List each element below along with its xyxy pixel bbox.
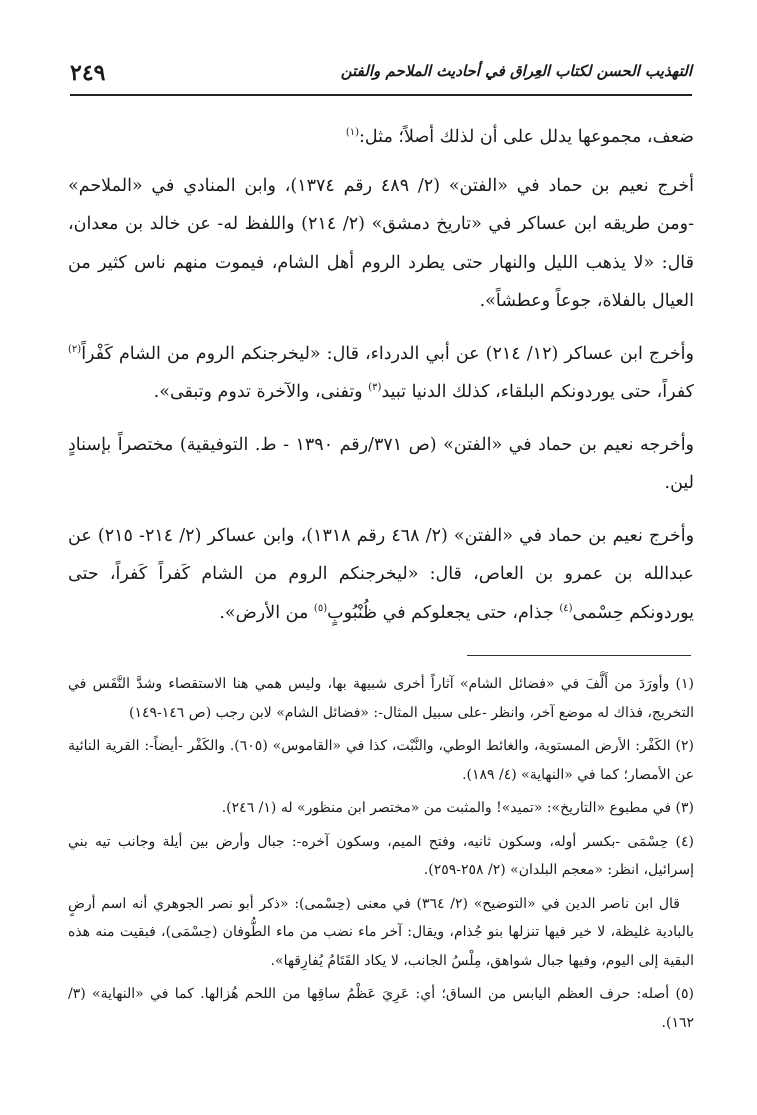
footnote-3: (٣) في مطبوع «التاريخ»: «تميد»! والمثبت من «مختصر ابن منظور» له (١/ ٢٤٦).	[221, 800, 694, 816]
abu-darda-text-c: وتفنى، والآخرة تدوم وتبقى».	[153, 382, 369, 402]
paragraph-abu-darda	[68, 335, 694, 412]
footnote-ref-3: (٣)	[368, 382, 382, 394]
footnote-2: (٢) الكَفْر: الأرض المستوية، والغائط الوطي، والنَّبْت، كذا في «القاموس» (٦٠٥). والكَفْر -أيضاً-: القرية النائية عن الأمصار؛ كما في «النهاية» (٤/ ١٨٩).	[68, 738, 694, 783]
footnote-ref-2: (٢)	[68, 343, 82, 355]
abdullah-text-b: جذام، حتى يجعلوكم في ظُنْبُوبٍ	[327, 602, 560, 623]
footnote-ref-4: (٤)	[559, 602, 573, 614]
paragraph-nuaym: وأخرجه نعيم بن حماد في «الفتن» (ص ٣٧١/رقم ١٣٩٠ - ط. التوفيقية) مختصراً بإسنادٍ لين.	[68, 434, 695, 493]
footnotes	[68, 670, 694, 1042]
abdullah-text-c: من الأرض».	[219, 602, 314, 623]
footnote-divider	[467, 655, 691, 656]
footnote-4-continued: قال ابن ناصر الدين في «التوضيح» (٢/ ٣٦٤) في معنى (حِسْمى): «ذكر أبو نصر الجوهري أنه اسم أرضٍ بالبادية غليظة، لا خير فيها تنزلها بنو جُذام، ويقال: آخر ماء نضب من ماء الطُّوفان (حِسْمَى)، فبقيت منه هذه البقية إلى اليوم، وفيها جبال شواهق، مِلْسُ الجانب، لا يكاد القَتَامُ يُفارِقها».	[68, 895, 694, 969]
paragraph-abdullah	[68, 517, 694, 633]
abdullah-text-a: وأخرج نعيم بن حماد في «الفتن» (٢/ ٤٦٨ رقم ١٣١٨)، وابن عساكر (٢/ ٢١٤- ٢١٥) عن عبدالله بن عمرو بن العاص، قال: «ليخرجنكم الروم من الشام كَفراً كَفراً، حتى يوردونكم حِسْمى	[68, 525, 695, 623]
main-text	[68, 118, 694, 646]
footnote-ref-1: (١)	[345, 127, 360, 139]
footnote-1: (١) وأورَدَ من أَلَّفَ في «فضائل الشام» آثاراً أخرى شبيهة بها، وليس همي هنا الاستقصاء وشدَّ النَّفَس في التخريج، فذاك له موضع آخر، وانظر -على سبيل المثال-: «فضائل الشام» لابن رجب (ص ١٤٦-١٤٩)	[68, 676, 694, 721]
intro-text: ضعف، مجموعها يدلل على أن لذلك أصلاً؛ مثل:	[359, 127, 694, 147]
footnote-5: (٥) أصله: حرف العظم اليابس من الساق؛ أي: عَرِيَ عَظْمُ ساقِها من اللحم هُزالها. كما في «النهاية» (٣/ ١٦٢).	[68, 986, 694, 1031]
abu-darda-text-b: كفراً، حتى يوردونكم البلقاء، كذلك الدنيا تبيد	[381, 382, 694, 402]
footnote-ref-5: (٥)	[313, 602, 328, 614]
paragraph-khalid: أخرج نعيم بن حماد في «الفتن» (٢/ ٤٨٩ رقم ١٣٧٤)، وابن المنادي في «الملاحم» -ومن طريقه ابن عساكر في «تاريخ دمشق» (٢/ ٢١٤) واللفظ له- عن خالد بن معدان، قال: «لا يذهب الليل والنهار حتى يطرد الروم أهل الشام، فيموت منهم ناس كثير من العيال بالفلاة، جوعاً وعطشاً».	[68, 175, 694, 311]
paragraph-intro	[68, 118, 694, 157]
page-number: ٢٤٩	[70, 60, 106, 86]
running-title: التهذيب الحسن لكتاب العِراق في أحاديث الملاحم والفتن	[340, 62, 692, 80]
footnote-4: (٤) حِسْمَى -بكسر أوله، وسكون ثانيه، وفتح الميم، وسكون آخره-: جبال وأرض بين أيلة وجانب تيه بني إسرائيل، انظر: «معجم البلدان» (٢/ ٢٥٨-٢٥٩).	[68, 833, 694, 878]
page-header	[70, 60, 692, 96]
abu-darda-text-a: وأخرج ابن عساكر (١٢/ ٢١٤) عن أبي الدرداء، قال: «ليخرجنكم الروم من الشام كَفْراً	[81, 343, 694, 364]
